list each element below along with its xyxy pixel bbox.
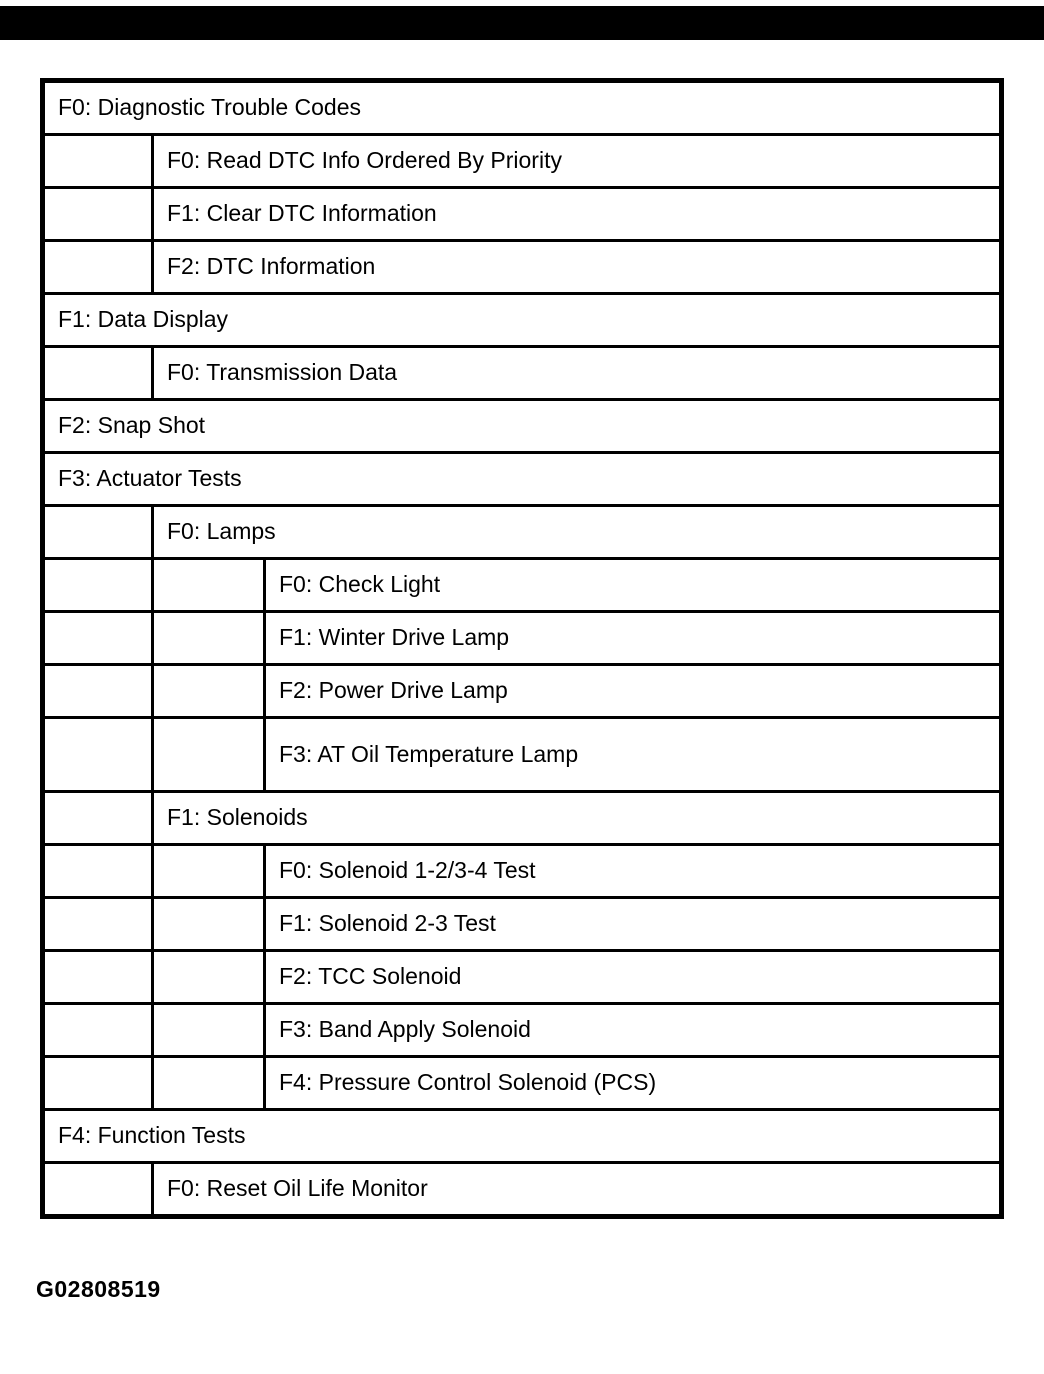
menu-row bbox=[43, 400, 1002, 453]
menu-row bbox=[43, 241, 1002, 294]
menu-item-label: F0: Diagnostic Trouble Codes bbox=[43, 81, 1002, 135]
indent-cell bbox=[43, 1004, 153, 1057]
menu-item-label: F4: Pressure Control Solenoid (PCS) bbox=[265, 1057, 1002, 1110]
menu-item-label: F3: AT Oil Temperature Lamp bbox=[265, 718, 1002, 792]
indent-cell bbox=[43, 347, 153, 400]
menu-item-label: F0: Read DTC Info Ordered By Priority bbox=[153, 135, 1002, 188]
indent-cell bbox=[43, 506, 153, 559]
menu-item-label: F2: Power Drive Lamp bbox=[265, 665, 1002, 718]
menu-row bbox=[43, 347, 1002, 400]
indent-cell bbox=[43, 951, 153, 1004]
indent-cell bbox=[153, 718, 265, 792]
menu-item-label: F1: Solenoid 2-3 Test bbox=[265, 898, 1002, 951]
menu-row bbox=[43, 1163, 1002, 1217]
menu-item-label: F2: DTC Information bbox=[153, 241, 1002, 294]
menu-row bbox=[43, 1057, 1002, 1110]
menu-item-label: F1: Winter Drive Lamp bbox=[265, 612, 1002, 665]
menu-row bbox=[43, 612, 1002, 665]
indent-cell bbox=[43, 241, 153, 294]
menu-row bbox=[43, 81, 1002, 135]
menu-row bbox=[43, 665, 1002, 718]
indent-cell bbox=[153, 612, 265, 665]
indent-cell bbox=[43, 135, 153, 188]
indent-cell bbox=[43, 718, 153, 792]
menu-item-label: F0: Reset Oil Life Monitor bbox=[153, 1163, 1002, 1217]
indent-cell bbox=[43, 188, 153, 241]
menu-row bbox=[43, 135, 1002, 188]
figure-id-label: G02808519 bbox=[36, 1276, 161, 1302]
menu-row bbox=[43, 1004, 1002, 1057]
indent-cell bbox=[153, 845, 265, 898]
indent-cell bbox=[153, 559, 265, 612]
menu-item-label: F1: Solenoids bbox=[153, 792, 1002, 845]
menu-row bbox=[43, 792, 1002, 845]
menu-row bbox=[43, 845, 1002, 898]
menu-item-label: F2: TCC Solenoid bbox=[265, 951, 1002, 1004]
menu-row bbox=[43, 506, 1002, 559]
menu-item-label: F0: Transmission Data bbox=[153, 347, 1002, 400]
indent-cell bbox=[153, 1057, 265, 1110]
menu-item-label: F3: Actuator Tests bbox=[43, 453, 1002, 506]
indent-cell bbox=[153, 951, 265, 1004]
menu-row bbox=[43, 951, 1002, 1004]
menu-table bbox=[40, 78, 1004, 1219]
menu-item-label: F0: Lamps bbox=[153, 506, 1002, 559]
indent-cell bbox=[43, 792, 153, 845]
indent-cell bbox=[43, 612, 153, 665]
menu-row bbox=[43, 1110, 1002, 1163]
menu-row bbox=[43, 718, 1002, 792]
indent-cell bbox=[43, 898, 153, 951]
indent-cell bbox=[153, 898, 265, 951]
indent-cell bbox=[43, 845, 153, 898]
indent-cell bbox=[43, 1163, 153, 1217]
indent-cell bbox=[153, 1004, 265, 1057]
menu-row bbox=[43, 559, 1002, 612]
indent-cell bbox=[43, 559, 153, 612]
menu-item-label: F1: Data Display bbox=[43, 294, 1002, 347]
indent-cell bbox=[43, 665, 153, 718]
menu-row bbox=[43, 898, 1002, 951]
menu-row bbox=[43, 188, 1002, 241]
menu-item-label: F0: Check Light bbox=[265, 559, 1002, 612]
indent-cell bbox=[43, 1057, 153, 1110]
menu-item-label: F4: Function Tests bbox=[43, 1110, 1002, 1163]
menu-item-label: F0: Solenoid 1-2/3-4 Test bbox=[265, 845, 1002, 898]
top-black-bar bbox=[0, 6, 1044, 40]
menu-item-label: F1: Clear DTC Information bbox=[153, 188, 1002, 241]
menu-item-label: F3: Band Apply Solenoid bbox=[265, 1004, 1002, 1057]
menu-row bbox=[43, 453, 1002, 506]
menu-row bbox=[43, 294, 1002, 347]
indent-cell bbox=[153, 665, 265, 718]
menu-item-label: F2: Snap Shot bbox=[43, 400, 1002, 453]
